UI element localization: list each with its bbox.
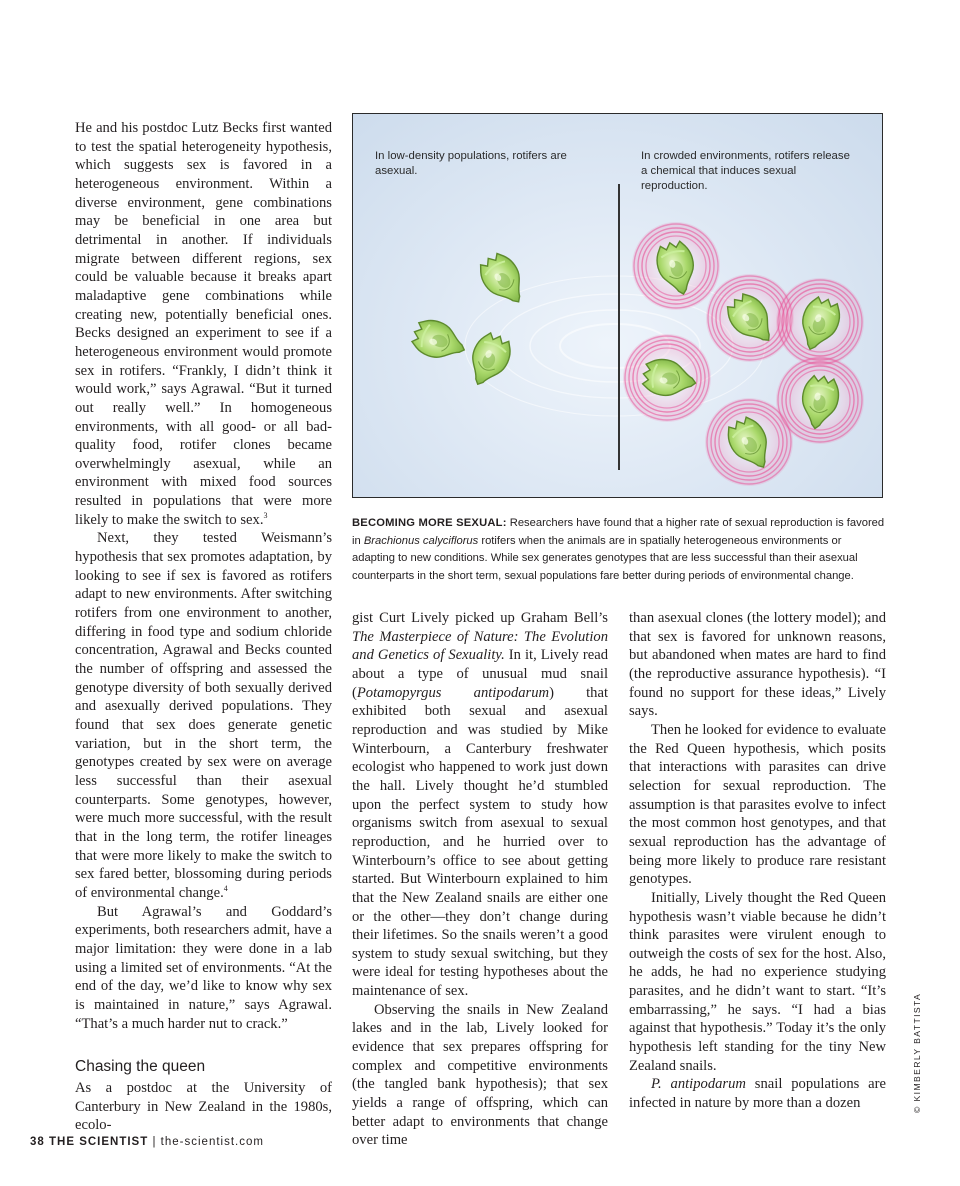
caption-species: Brachionus calyciflorus [363, 534, 479, 547]
magazine-name: THE SCIENTIST [49, 1136, 149, 1148]
body-paragraph: Initially, Lively thought the Red Queen hypothesis wasn’t viable because he didn’t think parasites were virulent enough to outweigh the costs of sex for the host. Also, he adds, he had no experience studying parasites, and he didn’t want to start. “It’s embarrassing,” he says. “I had a bias against that hypothesis.” Today it’s the only hypothesis left standing for the tiny New Zealand snails. [629, 889, 886, 1074]
sexual-rotifer [632, 222, 720, 310]
body-paragraph: gist Curt Lively picked up Graham Bell’s The Masterpiece of Nature: The Evolution and Genetics of Sexuality. In it, Lively read about a type of unusual mud snail (Potamopyrgus antipodarum) that exhibited both sexual and asexual reproduction and was studied by Mike Winterbourn, a Canterbury freshwater ecologist who happened to work just down the hall. Lively thought he’d stumbled upon the perfect system to study how organisms switch from asexual to sexual reproduction, and he hurried over to Winterbourn’s office to see about getting started. But Winterbourn explained to him that the New Zealand snails are either one or the other—they don’t change during their lifetimes. So the snails weren’t a good system to study sexual switching, but they were ideal for testing hypotheses about the maintenance of sex. [352, 610, 608, 1000]
body-paragraph: P. antipodarum snail populations are infected in nature by more than a dozen [629, 1076, 886, 1112]
figure-label-asexual: In low-density populations, rotifers are asexual. [375, 150, 567, 177]
page-number: 38 [30, 1136, 45, 1148]
body-paragraph: He and his postdoc Lutz Becks first wanted to test the spatial heterogeneity hypothesis, which suggests sex is favored in a heterogeneous environment. Within a diverse environment, gene combinations may be beneficial in one area but detrimental in another. If individuals migrate between different regions, sex could be valuable because it breaks apart maladaptive gene combinations while creating new, potentially beneficial ones. Becks designed an experiment to see if a heterogeneous environment would promote sex in rotifers. “Frankly, I didn’t think it would work,” says Agrawal. “But it turned out really well.” In homogeneous environments, with all good- or all bad-quality food, rotifer clones became overwhelmingly asexual, while an environment with mixed food sources resulted in populations that were more likely to make the switch to sex.$^3$ [75, 120, 332, 528]
figure-caption: BECOMING MORE SEXUAL: Researchers have found that a higher rate of sexual reproduction is favored in Brachionus calyciflorus rotifers when the animals are in spatially heterogeneous environments or adapting to new conditions. While sex generates genotypes that are less successful than their asexual counterparts in the short term, sexual populations fare better during periods of environmental change. [352, 517, 885, 582]
body-paragraph: Observing the snails in New Zealand lakes and in the lab, Lively looked for evidence that sex prepares offspring for complex and competitive environments (the tangled bank hypothesis); that sex yields a range of offspring, which can better adapt to environments that change over time [352, 1001, 608, 1149]
sexual-rotifer [705, 398, 793, 486]
species-name: Potamopyrgus antipodarum [356, 684, 550, 701]
body-paragraph: Next, they tested Weismann’s hypothesis that sex promotes adaptation, by looking to see if sex is favored as rotifers adapt to new environments. After switching rotifers from one environment to another, differing in food type and sodium chloride concentration, Agrawal and Becks counted the number of offspring and assessed the genotype diversity of both sexually derived and asexually derived populations. They found that sex does generate genetic variation, but in the short term, the genotypes created by sex were on average less successful than their asexual counterparts. Some genotypes, however, were much more successful, with the result that in the long term, the rotifer lineages that were more likely to make the switch to sex fared better, blossoming during periods of environmental change.$^4$ [75, 530, 332, 901]
book-title: The Masterpiece of Nature: The Evolution and Genetics of Sexuality. [352, 628, 608, 664]
asexual-rotifer [408, 315, 470, 366]
page-footer [30, 1136, 264, 1148]
rotifer-illustration [352, 113, 883, 498]
sexual-rotifer [623, 334, 711, 422]
footer-separator: | [152, 1136, 157, 1148]
body-paragraph: As a postdoc at the University of Canterbury in New Zealand in the 1980s, ecolo- [75, 1080, 332, 1134]
reference-superscript: 3 [263, 510, 268, 520]
asexual-rotifer [462, 329, 517, 392]
illustration-credit: © KIMBERLY BATTISTA [912, 992, 922, 1113]
species-name: P. antipodarum [651, 1076, 746, 1093]
article-column-1 [75, 119, 332, 1135]
caption-lead: BECOMING MORE SEXUAL: [352, 517, 507, 529]
website-link[interactable]: the-scientist.com [160, 1136, 264, 1148]
article-column-3 [629, 609, 886, 1113]
section-subhead: Chasing the queen [75, 1058, 206, 1076]
body-paragraph: Then he looked for evidence to evaluate the Red Queen hypothesis, which posits that interactions with parasites can drive selection for sexual reproduction. The assumption is that parasites evolve to infect the most common host genotypes, and that sexual reproduction has the advantage of being more likely to produce rare resistant genotypes. [629, 721, 886, 888]
sexual-rotifer [776, 278, 864, 366]
reference-superscript: 4 [223, 884, 228, 894]
figure-label-sexual: In crowded environments, rotifers release a chemical that induces sexual reproduction. [641, 150, 850, 192]
asexual-rotifer [474, 248, 533, 312]
article-column-2 [352, 609, 608, 1150]
body-paragraph: But Agrawal’s and Goddard’s experiments, both researchers admit, have a major limitation: they were done in a lab using a limited set of environments. “At the end of the day, we’d like to know why sex is maintained in nature,” says Agrawal. “That’s a much harder nut to crack.” [75, 903, 332, 1032]
body-paragraph: than asexual clones (the lottery model); and that sex is favored for unknown reasons, but abandoned when mates are hard to find (the reproductive assurance hypothesis). “I found no support for these ideas,” Lively says. [629, 610, 886, 720]
